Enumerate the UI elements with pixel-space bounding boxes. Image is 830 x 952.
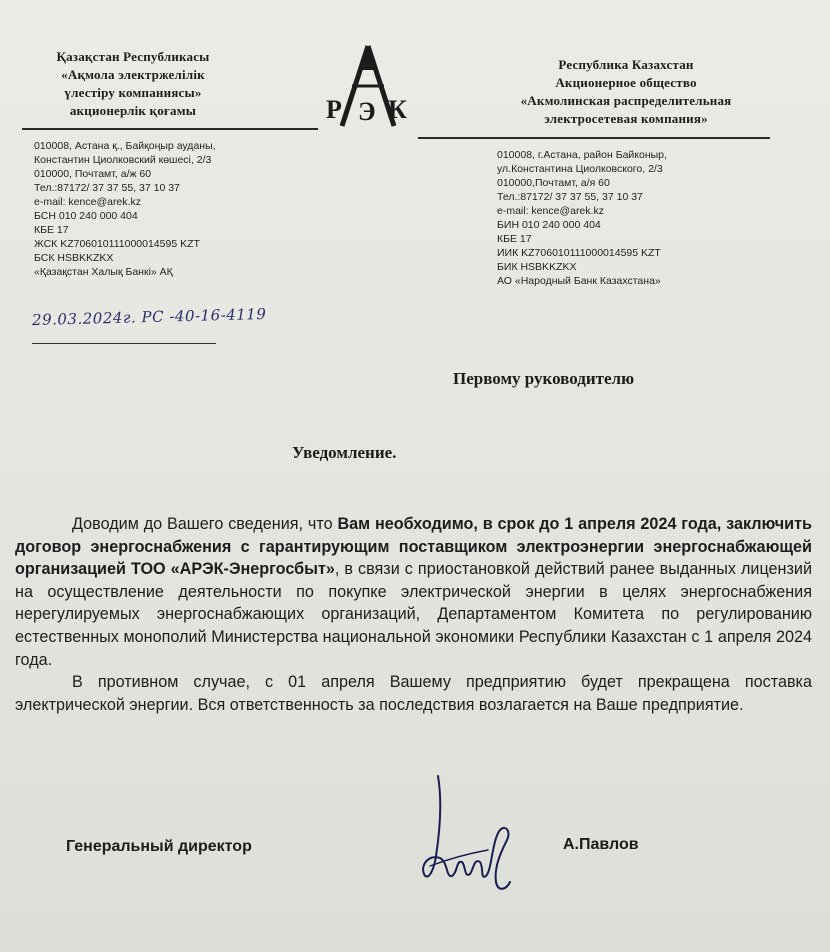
requisite-line: КБЕ 17 xyxy=(34,224,69,236)
header-left-line: акционерлік қоғамы xyxy=(69,103,197,118)
requisite-line: БИН 010 240 000 404 xyxy=(497,219,601,231)
header-right-line: Республика Казахстан xyxy=(558,57,694,72)
requisite-line: КБЕ 17 xyxy=(497,233,532,245)
requisite-line: 010000,Почтамт, а/я 60 xyxy=(497,177,610,189)
body-continuation: , в связи с приостановкой действий ранее выданных лицензий на осуществление деятельности по покупке электрической энергии в целях энергоснабжения нерегулируемых энергоснабжающих организаций, Департаментом Комитета по регулированию естественных монополий Министерства национальной экономики Республики Казахстан с 1 апреля 2024 года. xyxy=(15,560,812,669)
requisite-line: «Қазақстан Халық Банкі» АҚ xyxy=(34,266,173,278)
document-title: Уведомление. xyxy=(292,443,397,462)
signatory-name: А.Павлов xyxy=(563,836,639,853)
requisites-right xyxy=(497,148,667,288)
requisite-line: АО «Народный Банк Казахстана» xyxy=(497,275,661,287)
body-intro: Доводим до Вашего сведения, что xyxy=(72,515,338,533)
requisite-line: Тел.:87172/ 37 37 55, 37 10 37 xyxy=(497,191,643,203)
header-left-line: Қазақстан Республикасы xyxy=(56,49,210,64)
requisite-line: БСН 010 240 000 404 xyxy=(34,210,138,222)
requisite-email: e-mail: kence@arek.kz xyxy=(34,196,141,208)
svg-text:Р: Р xyxy=(326,95,342,124)
requisite-line: ЖСК KZ706010111000014595 KZT xyxy=(34,238,200,250)
requisite-line: ул.Константина Циолковского, 2/3 xyxy=(497,163,663,175)
svg-text:Э: Э xyxy=(358,97,376,126)
handwritten-signature xyxy=(416,770,526,900)
header-right-line: «Акмолинская распределительная xyxy=(520,93,732,108)
requisite-email: e-mail: kence@arek.kz xyxy=(497,205,604,217)
svg-text:К: К xyxy=(388,95,407,124)
header-left-kazakh xyxy=(22,48,244,120)
arek-logo-icon xyxy=(318,42,418,130)
requisite-line: 010008, г.Астана, район Байконыр, xyxy=(497,149,667,161)
body-paragraph-1 xyxy=(15,513,812,671)
requisite-line: 010000, Почтамт, а/ж 60 xyxy=(34,168,152,180)
header-rule-right xyxy=(418,137,770,139)
requisite-line: БИК HSBKKZKX xyxy=(497,261,577,273)
requisite-line: Константин Циолковский көшесі, 2/3 xyxy=(34,154,212,166)
body-paragraph-2: В противном случае, с 01 апреля Вашему предприятию будет прекращена поставка электрической энергии. Вся ответственность за последствия возлагается на Ваше предприятие. xyxy=(15,673,812,714)
requisite-line: ИИК KZ706010111000014595 KZT xyxy=(497,247,661,259)
header-left-line: «Ақмола электржелілік xyxy=(61,67,205,82)
requisites-left xyxy=(34,139,216,279)
header-right-russian xyxy=(490,56,762,128)
header-right-line: Акционерное общество xyxy=(555,75,697,90)
header-left-line: үлестіру компаниясы» xyxy=(64,85,202,100)
header-rule-left xyxy=(22,128,318,130)
requisite-line: БСК HSBKKZKX xyxy=(34,252,114,264)
body-emphasis: Вам необходимо, в срок до 1 апреля 2024 года, заключить договор энергоснабжения с гарантирующим поставщиком электроэнергии энергоснабжающей организацией ТОО «АРЭК-Энергосбыт» xyxy=(15,515,812,579)
addressee: Первому руководителю xyxy=(453,369,635,388)
registration-underline xyxy=(32,343,216,344)
letter-body xyxy=(15,513,812,716)
registration-number: 29.03.2024г. РС -40-16-4119 xyxy=(31,304,267,330)
requisite-line: Тел.:87172/ 37 37 55, 37 10 37 xyxy=(34,182,180,194)
signatory-position: Генеральный директор xyxy=(66,838,252,855)
requisite-line: 010008, Астана қ., Байқоңыр ауданы, xyxy=(34,140,216,152)
header-right-line: электросетевая компания» xyxy=(544,111,708,126)
